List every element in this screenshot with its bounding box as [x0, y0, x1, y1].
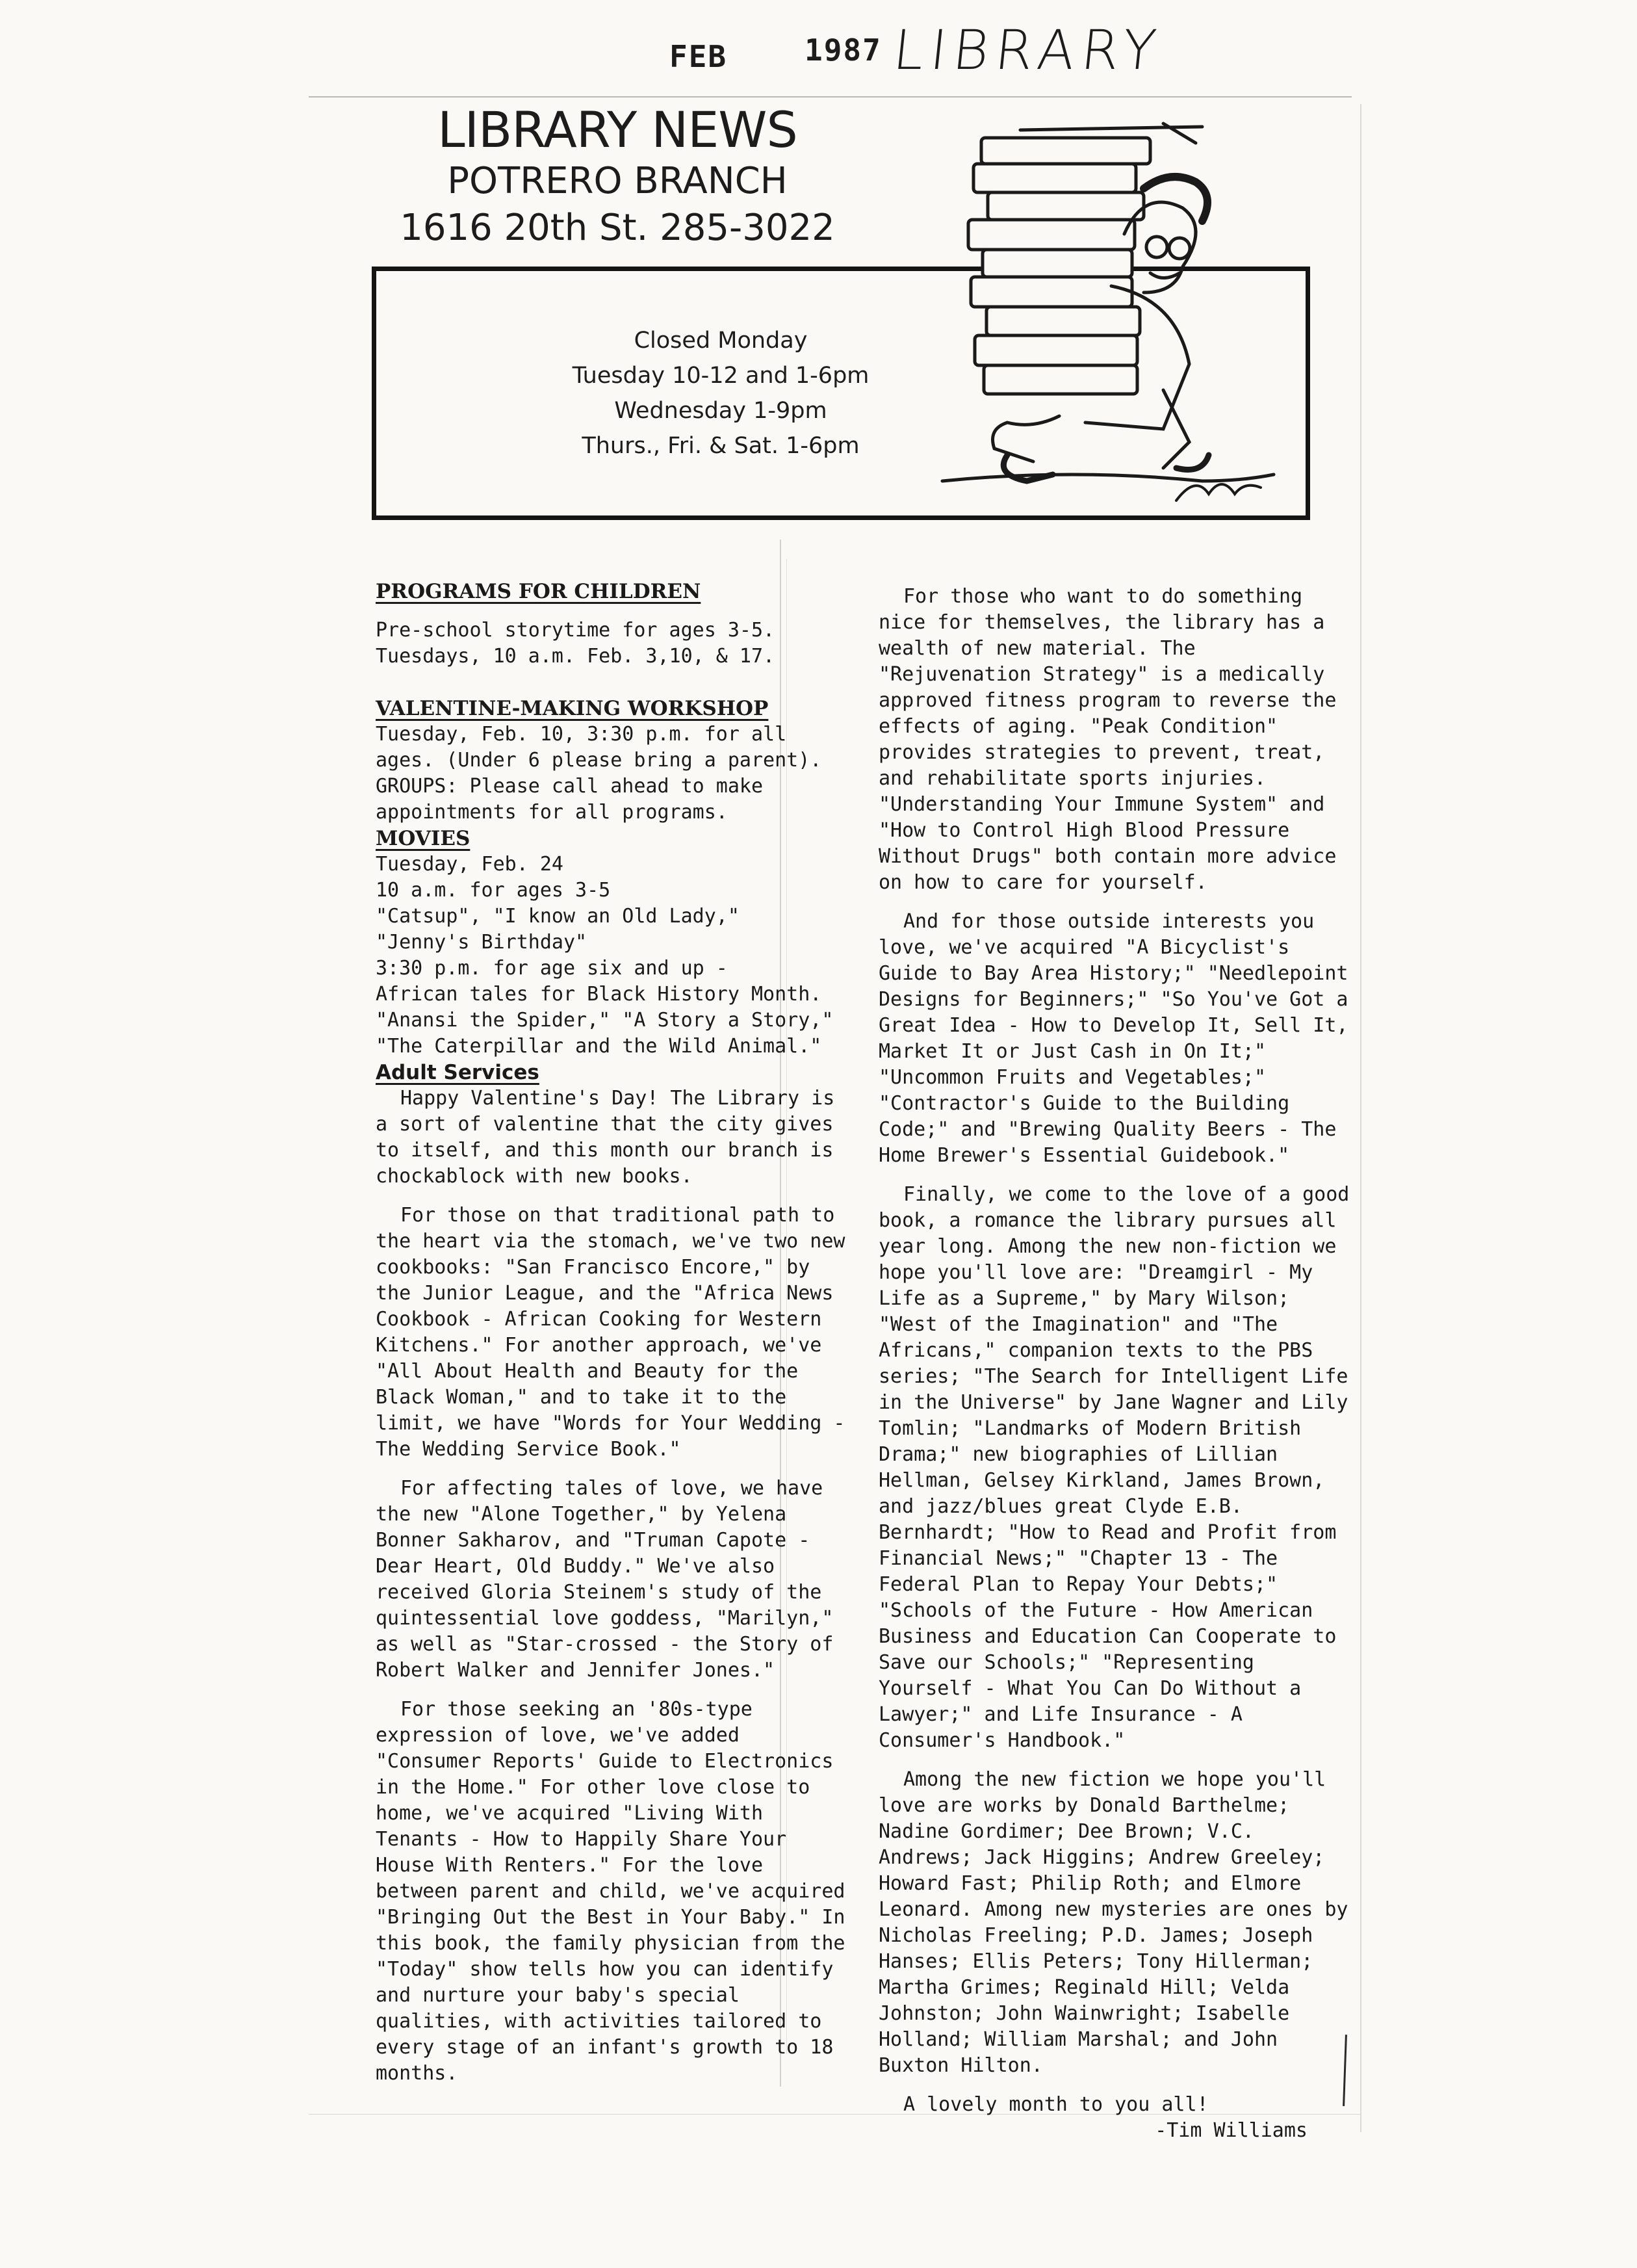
book-stack-cartoon-illustration — [929, 104, 1293, 527]
hours-list — [500, 323, 942, 463]
masthead-title: LIBRARY NEWS — [437, 101, 797, 159]
date-stamp-month: FEB — [669, 39, 728, 74]
movies-line: 10 a.m. for ages 3-5 — [376, 879, 611, 902]
masthead-address: 1616 20th St. 285-3022 — [400, 207, 835, 249]
valentine-workshop-heading: VALENTINE-MAKING WORKSHOP — [376, 697, 769, 720]
right-column — [879, 584, 1353, 2144]
movies-line: "Anansi the Spider," "A Story a Story," — [376, 1009, 834, 1032]
movies-line: Tuesday, Feb. 24 — [376, 853, 563, 876]
movies-line: "Jenny's Birthday" — [376, 931, 587, 954]
signature: -Tim Williams — [1155, 2119, 1308, 2142]
valentine-line: ages. (Under 6 please bring a parent). — [376, 749, 822, 772]
hours-line: Wednesday 1-9pm — [614, 398, 827, 424]
left-column — [376, 579, 850, 2087]
right-paragraph: Finally, we come to the love of a good book, a romance the library pursues all year long. Among the new non-fiction we hope you'll love are: "Dreamgirl - My Life as a Supreme," by Mary Wilson; "West of the Imagination" and "The Africans," companion texts to the PBS series; "The Search for Intelligent Life in the Universe" by Jane Wagner and Lily Tomlin; "Landmarks of Modern British Drama;" new biographies of Lillian Hellman, Gelsey Kirkland, James Brown, and jazz/blues great Clyde E.B. Bernhardt; "How to Read and Profit from Financial News;" "Chapter 13 - The Federal Plan to Repay Your Debts;" "Schools of the Future - How American Business and Education Can Cooperate to Save our Schools;" "Representing Yourself - What You Can Do Without a Lawyer;" and Life Insurance - A Consumer's Handbook." — [879, 1183, 1350, 1752]
handwritten-label: LIBRARY — [890, 18, 1166, 82]
masthead-branch: POTRERO BRANCH — [447, 160, 788, 202]
masthead — [364, 103, 871, 250]
adult-paragraph: For affecting tales of love, we have the new "Alone Together," by Yelena Bonner Sakharov, and "Truman Capote - Dear Heart, Old Buddy." We've also received Gloria Steinem's study of the quintessential love goddess, "Marilyn," as well as "Star-crossed - the Story of Robert Walker and Jennifer Jones." — [376, 1477, 834, 1682]
hours-line: Closed Monday — [634, 328, 808, 354]
right-paragraph: Among the new fiction we hope you'll love are works by Donald Barthelme; Nadine Gordimer; Dee Brown; V.C. Andrews; Jack Higgins; Andrew Greeley; Howard Fast; Philip Roth; and Elmore Leonard. Among new mysteries are ones by Nicholas Freeling; P.D. James; Joseph Hanses; Ellis Peters; Tony Hillerman; Martha Grimes; Reginald Hill; Velda Johnston; John Wainwright; Isabelle Holland; William Marshal; and John Buxton Hilton. — [879, 1768, 1348, 2077]
hours-line: Tuesday 10-12 and 1-6pm — [572, 363, 870, 389]
hours-line: Thurs., Fri. & Sat. 1-6pm — [582, 433, 860, 459]
children-line: Pre-school storytime for ages 3-5. — [376, 619, 775, 642]
clipping-right-edge — [1360, 104, 1361, 2132]
programs-for-children-heading: PROGRAMS FOR CHILDREN — [376, 580, 701, 603]
adult-services-heading: Adult Services — [376, 1061, 539, 1084]
adult-paragraph: For those seeking an '80s-type expression of love, we've added "Consumer Reports' Guide to Electronics in the Home." For other love close to home, we've acquired "Living With Tenants - How to Happily Share Your House With Renters." For the love between parent and child, we've acquired "Bringing Out the Best in Your Baby." In this book, the family physician from the "Today" show tells how you can identify and nurture your baby's special qualities, with activities tailored to every stage of an infant's growth to 18 months. — [376, 1698, 845, 2085]
movies-line: African tales for Black History Month. — [376, 983, 822, 1006]
right-paragraph: And for those outside interests you love, we've acquired "A Bicyclist's Guide to Bay Area History;" "Needlepoint Designs for Beginners;" "So You've Got a Great Idea - How to Develop It, Sell It, Market It or Just Cash in On It;" "Uncommon Fruits and Vegetables;" "Contractor's Guide to the Building Code;" and "Brewing Quality Beers - The Home Brewer's Essential Guidebook." — [879, 910, 1348, 1167]
date-stamp-year: 1987 — [805, 33, 882, 68]
movies-heading: MOVIES — [376, 827, 470, 850]
movies-line: "The Caterpillar and the Wild Animal." — [376, 1035, 822, 1058]
valentine-line: Tuesday, Feb. 10, 3:30 p.m. for all — [376, 723, 787, 746]
closing-line: A lovely month to you all! — [903, 2093, 1209, 2116]
right-paragraph: For those who want to do something nice for themselves, the library has a wealth of new material. The "Rejuvenation Strategy" is a medically approved fitness program to reverse the effects of aging. "Peak Condition" provides strategies to prevent, treat, and rehabilitate sports injuries. "Understanding Your Immune System" and "How to Control High Blood Pressure Without Drugs" both contain more advice on how to care for yourself. — [879, 585, 1337, 894]
adult-paragraph: Happy Valentine's Day! The Library is a sort of valentine that the city gives to itself, and this month our branch is chockablock with new books. — [376, 1087, 835, 1188]
children-line: Tuesdays, 10 a.m. Feb. 3,10, & 17. — [376, 645, 775, 668]
movies-line: 3:30 p.m. for age six and up - — [376, 957, 728, 980]
clipping-top-edge — [309, 96, 1352, 98]
adult-paragraph: For those on that traditional path to the heart via the stomach, we've two new cookbooks: "San Francisco Encore," by the Junior League, and the "Africa News Cookbook - African Cooking for Western Kitchens." For another approach, we've "All About Health and Beauty for the Black Woman," and to take it to the limit, we have "Words for Your Wedding - The Wedding Service Book." — [376, 1204, 845, 1461]
valentine-line: appointments for all programs. — [376, 801, 728, 824]
valentine-line: GROUPS: Please call ahead to make — [376, 775, 764, 798]
movies-line: "Catsup", "I know an Old Lady," — [376, 905, 740, 928]
